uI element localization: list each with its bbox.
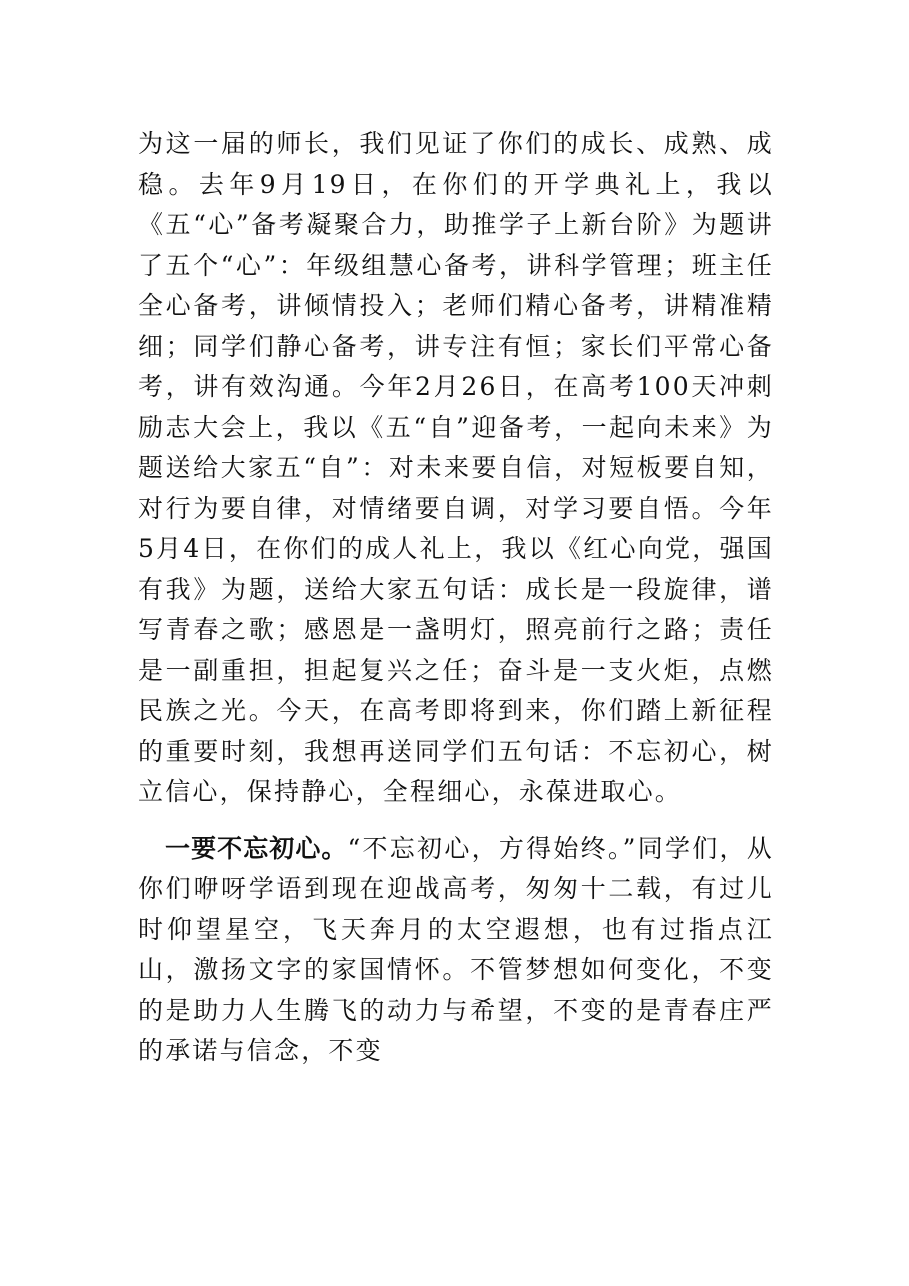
paragraph-text: “不忘初心，方得始终。”同学们，从你们咿呀学语到现在迎战高考，匆匆十二载，有过儿时仰望星空，飞天奔月的太空遐想，也有过指点江山，激扬文字的家国情怀。不管梦想如何变化，不变的是助力人生腾飞的动力与希望，不变的是青春庄严的承诺与信念，不变 <box>138 833 774 1065</box>
paragraph-first-point <box>138 829 774 1072</box>
paragraph-previous-speeches <box>138 124 774 813</box>
paragraph-text: 为这一届的师长，我们见证了你们的成长、成熟、成稳。去年9月19日，在你们的开学典礼上，我以《五“心”备考凝聚合力，助推学子上新台阶》为题讲了五个“心”：年级组慧心备考，讲科学管理；班主任全心备考，讲倾情投入；老师们精心备考，讲精准精细；同学们静心备考，讲专注有恒；家长们平常心备考，讲有效沟通。今年2月26日，在高考100天冲刺励志大会上，我以《五“自”迎备考，一起向未来》为题送给大家五“自”：对未来要自信，对短板要自知，对行为要自律，对情绪要自调，对学习要自悟。今年5月4日，在你们的成人礼上，我以《红心向党，强国有我》为题，送给大家五句话：成长是一段旋律，谱写青春之歌；感恩是一盏明灯，照亮前行之路；责任是一副重担，担起复兴之任；奋斗是一支火炬，点燃民族之光。今天，在高考即将到来，你们踏上新征程的重要时刻，我想再送同学们五句话：不忘初心，树立信心，保持静心，全程细心，永葆进取心。 <box>138 129 774 806</box>
document-body <box>138 124 774 1072</box>
paragraph-lead-heading: 一要不忘初心。 <box>165 833 348 863</box>
